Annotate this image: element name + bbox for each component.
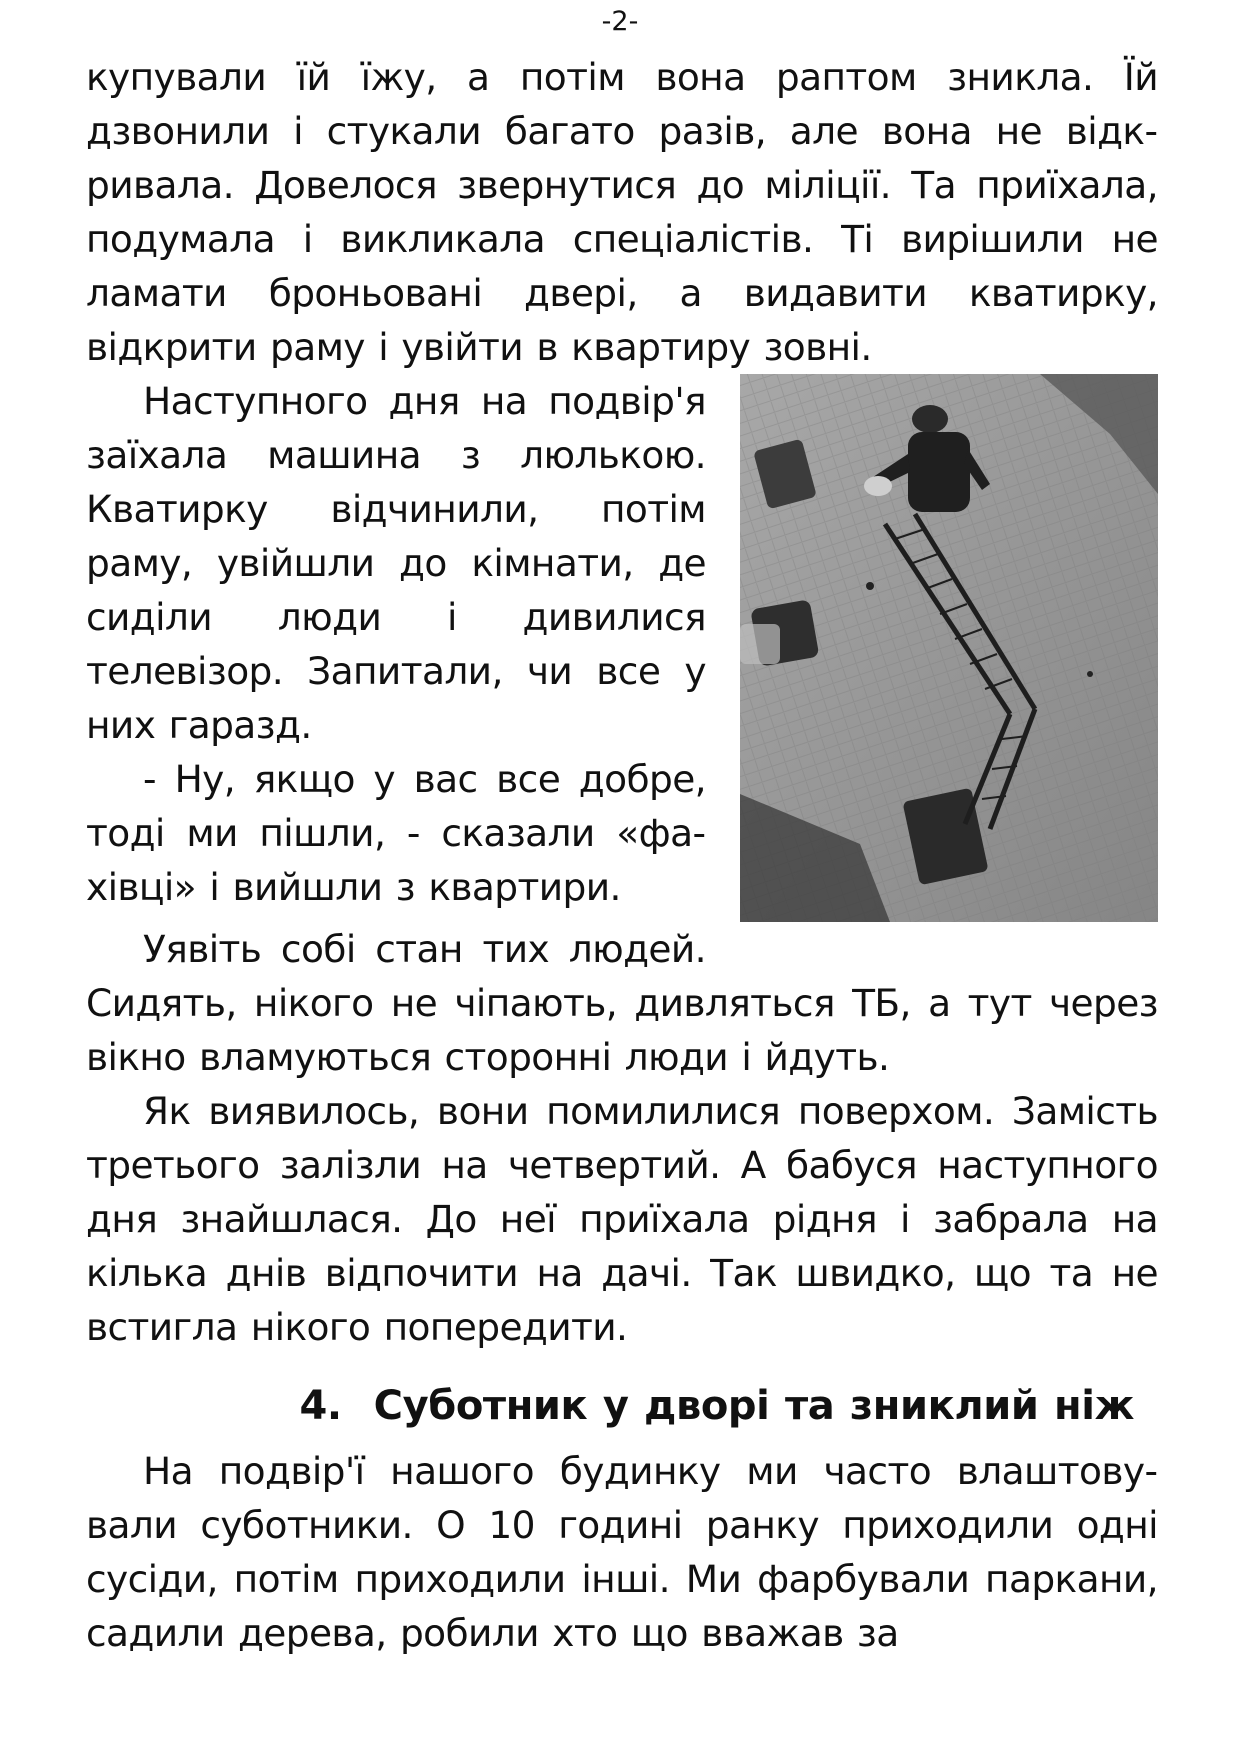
section-title: Суботник у дворі та зниклий ніж bbox=[373, 1383, 1134, 1429]
paragraph: Як виявилось, вони помилилися поверхом. Замість третього залізли на четвертий. А бабуся наступного дня знайшлася. До неї приїхала рідня і забрала на кілька днів відпочити на дачі. Так швидко, що та не встигла нікого попередити. bbox=[86, 1089, 1158, 1349]
paragraph: На подвір'ї нашого будинку ми часто влаштовували суботники. О 10 годині ранку приходили одні сусіди, потім приходили інші. Ми фарбували паркани, садили дерева, робили хто що вважав за bbox=[86, 1449, 1158, 1655]
dialogue-paragraph: - Ну, якщо у вас все добре, тоді ми пішли, - сказали «фахівці» і вийшли з квартири. bbox=[86, 757, 706, 909]
paragraph: Наступного дня на подвір'я заїхала машина з люлькою. Кватирку відчинили, потім раму, увійшли до кімнати, де сиділи люди і дивилися телевізор. Запитали, чи все у них гаразд. bbox=[86, 379, 706, 747]
paragraph: Уявіть собі стан тих людей. Сидять, нікого не чіпають, дивляться ТБ, а тут через вікно вламуються сторонні люди і йдуть. bbox=[86, 927, 1158, 1079]
section-heading bbox=[86, 1378, 1158, 1434]
paragraph: купували їй їжу, а потім вона раптом зникла. Їй дзвонили і стукали багато разів, але вона не відкривала. Довелося звернутися до міліції. Та приїхала, подумала і викликала спеціалістів. Ті вирішили не ламати броньовані двері, а видавити кватирку, відкрити раму і увійти в квартиру зовні. bbox=[86, 55, 1158, 369]
page-number: -2- bbox=[601, 6, 639, 37]
fire-ladder-photo bbox=[740, 374, 1158, 922]
section-number: 4. bbox=[299, 1383, 342, 1429]
document-body bbox=[86, 50, 1158, 1660]
